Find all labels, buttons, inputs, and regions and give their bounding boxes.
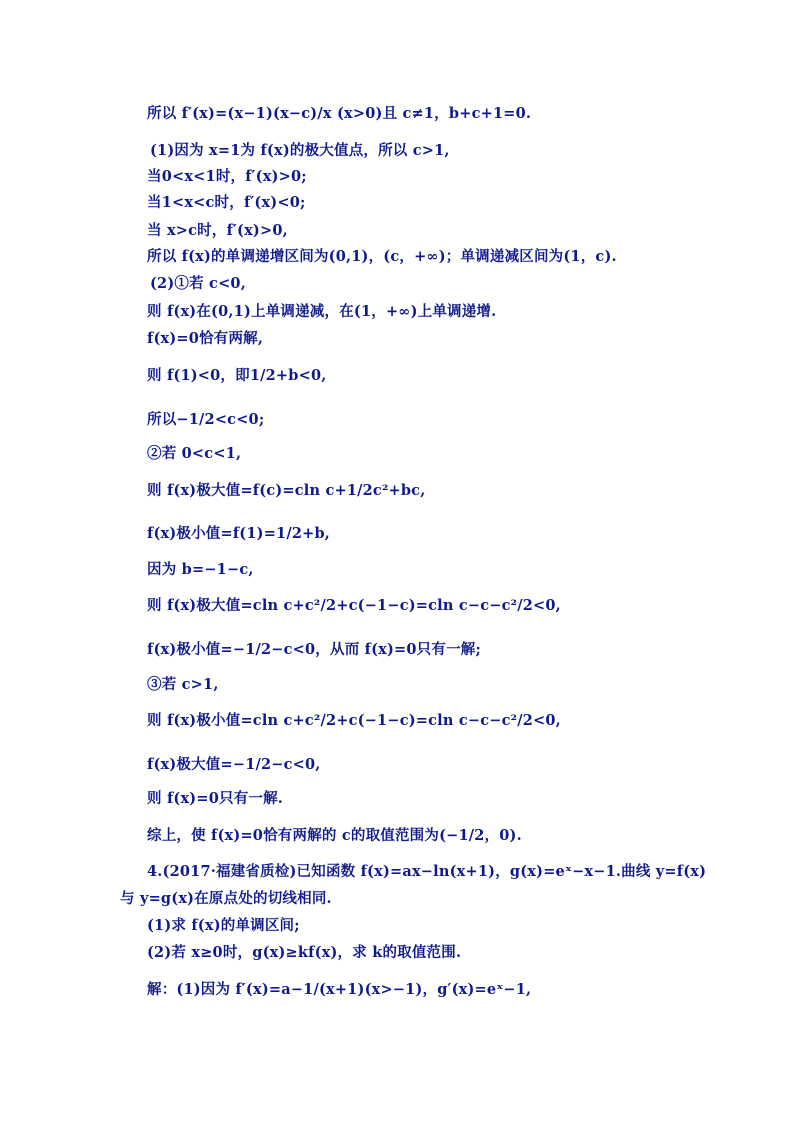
text-line: 当1<x<c时，f′(x)<0;	[147, 194, 306, 211]
text-line: 则 f(x)极小值=cln c+c²/2+c(−1−c)=cln c−c−c²/2<0,	[147, 712, 561, 729]
text-line: 因为 b=−1−c,	[147, 561, 254, 578]
text-line: 所以−1/2<c<0;	[147, 411, 265, 428]
text-line: 则 f(x)极大值=f(c)=cln c+1/2c²+bc,	[147, 482, 426, 499]
text-line: 当0<x<1时，f′(x)>0;	[147, 168, 307, 185]
text-line: 解：(1)因为 f′(x)=a−1/(x+1)(x>−1)，g′(x)=eˣ−1,	[147, 981, 532, 998]
text-line: (2)若 x≥0时，g(x)≥kf(x)，求 k的取值范围.	[147, 944, 462, 961]
text-line: 则 f(x)=0只有一解.	[147, 790, 284, 807]
text-line: 则 f(1)<0，即1/2+b<0,	[147, 367, 327, 384]
text-line: (1)因为 x=1为 f(x)的极大值点，所以 c>1,	[150, 142, 450, 159]
text-line: (2)①若 c<0,	[150, 275, 246, 292]
text-line: f(x)极小值=f(1)=1/2+b,	[147, 525, 331, 542]
text-line: 所以 f′(x)=(x−1)(x−c)/x (x>0)且 c≠1，b+c+1=0.	[147, 105, 532, 122]
text-line: 则 f(x)极大值=cln c+c²/2+c(−1−c)=cln c−c−c²/2<0,	[147, 597, 561, 614]
text-line: f(x)极小值=−1/2−c<0，从而 f(x)=0只有一解;	[147, 641, 482, 658]
text-line: f(x)极大值=−1/2−c<0,	[147, 756, 321, 773]
text-line: 当 x>c时，f′(x)>0,	[147, 222, 288, 239]
text-line: 与 y=g(x)在原点处的切线相同.	[120, 890, 332, 907]
text-line: 4.(2017·福建省质检)已知函数 f(x)=ax−ln(x+1)，g(x)=eˣ−x−1.曲线 y=f(x)	[147, 863, 707, 880]
text-line: 则 f(x)在(0,1)上单调递减，在(1，+∞)上单调递增.	[147, 303, 497, 320]
text-line: ③若 c>1,	[147, 676, 219, 693]
text-line: f(x)=0恰有两解,	[147, 330, 264, 347]
text-line: (1)求 f(x)的单调区间;	[147, 917, 300, 934]
text-line: 综上，使 f(x)=0恰有两解的 c的取值范围为(−1/2，0).	[147, 827, 522, 844]
text-line: 所以 f(x)的单调递增区间为(0,1)，(c，+∞)；单调递减区间为(1，c).	[147, 248, 617, 265]
text-line: ②若 0<c<1,	[147, 445, 242, 462]
